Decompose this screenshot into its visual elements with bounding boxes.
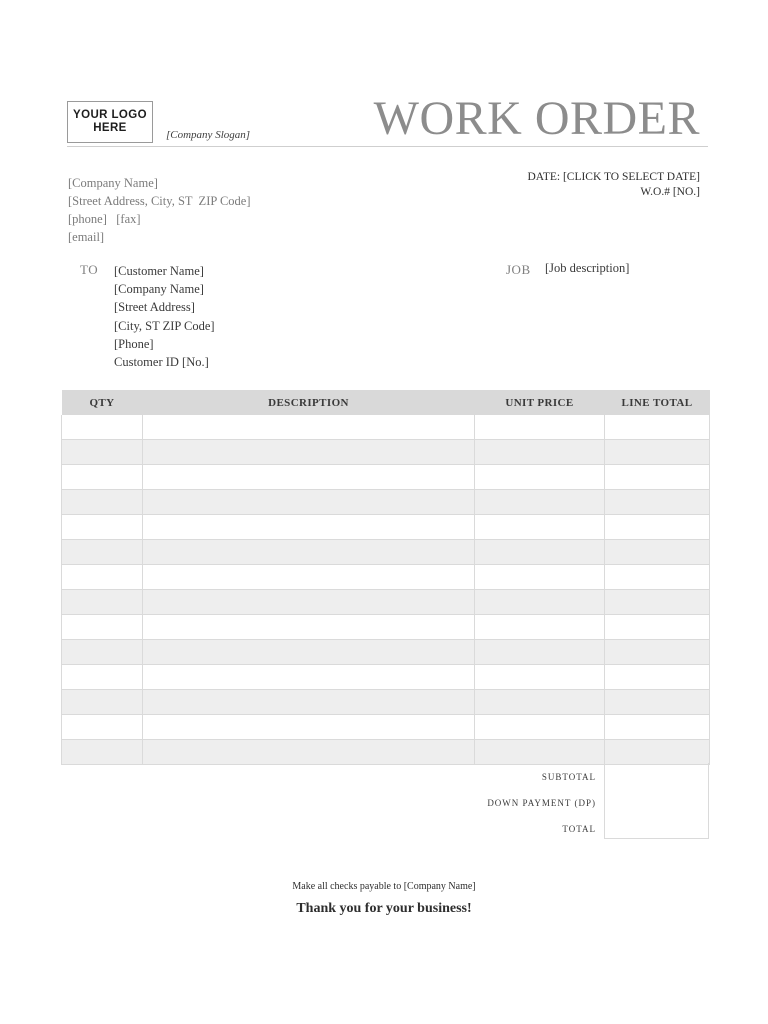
description-cell[interactable] — [143, 740, 475, 765]
company-email: [email] — [68, 230, 105, 244]
line-total-cell[interactable] — [605, 715, 710, 740]
unit-price-cell[interactable] — [475, 440, 605, 465]
line-total-cell[interactable] — [605, 665, 710, 690]
customer-city: [City, ST ZIP Code] — [114, 318, 215, 333]
unit-price-cell[interactable] — [475, 615, 605, 640]
work-order-number: W.O.# [NO.] — [640, 186, 700, 198]
line-total-cell[interactable] — [605, 515, 710, 540]
unit-price-cell[interactable] — [475, 515, 605, 540]
to-label: TO — [80, 262, 99, 277]
qty-cell[interactable] — [62, 665, 143, 690]
company-name: [Company Name] — [68, 176, 158, 190]
logo-text-line2: HERE — [93, 122, 127, 134]
company-slogan: [Company Slogan] — [166, 129, 251, 141]
table-row — [62, 615, 710, 640]
header-divider — [67, 146, 708, 147]
down-payment-label: DOWN PAYMENT (DP) — [487, 798, 596, 808]
unit-price-cell[interactable] — [475, 415, 605, 440]
line-total-cell[interactable] — [605, 490, 710, 515]
line-total-cell[interactable] — [605, 415, 710, 440]
line-total-cell[interactable] — [605, 690, 710, 715]
totals-value-box[interactable] — [604, 763, 709, 839]
unit-price-cell[interactable] — [475, 490, 605, 515]
qty-cell[interactable] — [62, 465, 143, 490]
customer-street: [Street Address] — [114, 300, 195, 315]
description-cell[interactable] — [143, 615, 475, 640]
qty-cell[interactable] — [62, 415, 143, 440]
description-cell[interactable] — [143, 515, 475, 540]
description-cell[interactable] — [143, 565, 475, 590]
table-row — [62, 415, 710, 440]
qty-cell[interactable] — [62, 740, 143, 765]
table-row — [62, 740, 710, 765]
description-cell[interactable] — [143, 590, 475, 615]
unit-price-cell[interactable] — [475, 590, 605, 615]
line-items-table — [61, 390, 710, 765]
recipient-block — [114, 262, 215, 371]
column-header-qty: QTY — [62, 390, 143, 415]
logo-text-line1: YOUR LOGO — [73, 109, 147, 121]
table-header-row — [62, 390, 710, 415]
table-row — [62, 515, 710, 540]
company-info — [68, 174, 251, 246]
line-total-cell[interactable] — [605, 615, 710, 640]
unit-price-cell[interactable] — [475, 540, 605, 565]
order-meta — [528, 170, 701, 200]
table-row — [62, 490, 710, 515]
column-header-unit-price: UNIT PRICE — [475, 390, 605, 415]
job-label: JOB — [506, 262, 531, 277]
table-row — [62, 465, 710, 490]
table-row — [62, 690, 710, 715]
unit-price-cell[interactable] — [475, 640, 605, 665]
description-cell[interactable] — [143, 665, 475, 690]
company-phone-fax: [phone] [fax] — [68, 212, 141, 226]
column-header-line-total: LINE TOTAL — [605, 390, 710, 415]
table-body — [62, 415, 710, 765]
line-total-cell[interactable] — [605, 740, 710, 765]
unit-price-cell[interactable] — [475, 565, 605, 590]
table-row — [62, 640, 710, 665]
description-cell[interactable] — [143, 540, 475, 565]
qty-cell[interactable] — [62, 440, 143, 465]
line-total-cell[interactable] — [605, 540, 710, 565]
column-header-description: DESCRIPTION — [143, 390, 475, 415]
line-total-cell[interactable] — [605, 440, 710, 465]
thank-you-message: Thank you for your business! — [296, 901, 472, 916]
qty-cell[interactable] — [62, 715, 143, 740]
customer-name: [Customer Name] — [114, 264, 204, 278]
unit-price-cell[interactable] — [475, 665, 605, 690]
qty-cell[interactable] — [62, 615, 143, 640]
logo-placeholder — [67, 101, 153, 143]
qty-cell[interactable] — [62, 590, 143, 615]
table-row — [62, 665, 710, 690]
customer-phone: [Phone] — [114, 336, 154, 351]
qty-cell[interactable] — [62, 640, 143, 665]
unit-price-cell[interactable] — [475, 465, 605, 490]
description-cell[interactable] — [143, 640, 475, 665]
document-title: WORK ORDER — [373, 92, 700, 145]
company-address: [Street Address, City, ST ZIP Code] — [68, 194, 251, 208]
line-total-cell[interactable] — [605, 565, 710, 590]
table-row — [62, 565, 710, 590]
unit-price-cell[interactable] — [475, 740, 605, 765]
subtotal-label: SUBTOTAL — [541, 772, 596, 782]
qty-cell[interactable] — [62, 565, 143, 590]
qty-cell[interactable] — [62, 540, 143, 565]
line-total-cell[interactable] — [605, 590, 710, 615]
table-row — [62, 440, 710, 465]
date-field[interactable]: DATE: [CLICK TO SELECT DATE] — [527, 171, 700, 183]
qty-cell[interactable] — [62, 515, 143, 540]
customer-company: [Company Name] — [114, 282, 204, 297]
job-description: [Job description] — [545, 261, 630, 275]
table-row — [62, 590, 710, 615]
qty-cell[interactable] — [62, 490, 143, 515]
unit-price-cell[interactable] — [475, 690, 605, 715]
customer-id: Customer ID [No.] — [114, 355, 209, 370]
description-cell[interactable] — [143, 465, 475, 490]
description-cell[interactable] — [143, 490, 475, 515]
line-total-cell[interactable] — [605, 640, 710, 665]
description-cell[interactable] — [143, 690, 475, 715]
description-cell[interactable] — [143, 440, 475, 465]
qty-cell[interactable] — [62, 690, 143, 715]
unit-price-cell[interactable] — [475, 715, 605, 740]
checks-payable-note: Make all checks payable to [Company Name] — [292, 881, 476, 892]
table-row — [62, 540, 710, 565]
line-total-cell[interactable] — [605, 465, 710, 490]
table-row — [62, 715, 710, 740]
description-cell[interactable] — [143, 415, 475, 440]
total-label: TOTAL — [562, 824, 596, 834]
description-cell[interactable] — [143, 715, 475, 740]
